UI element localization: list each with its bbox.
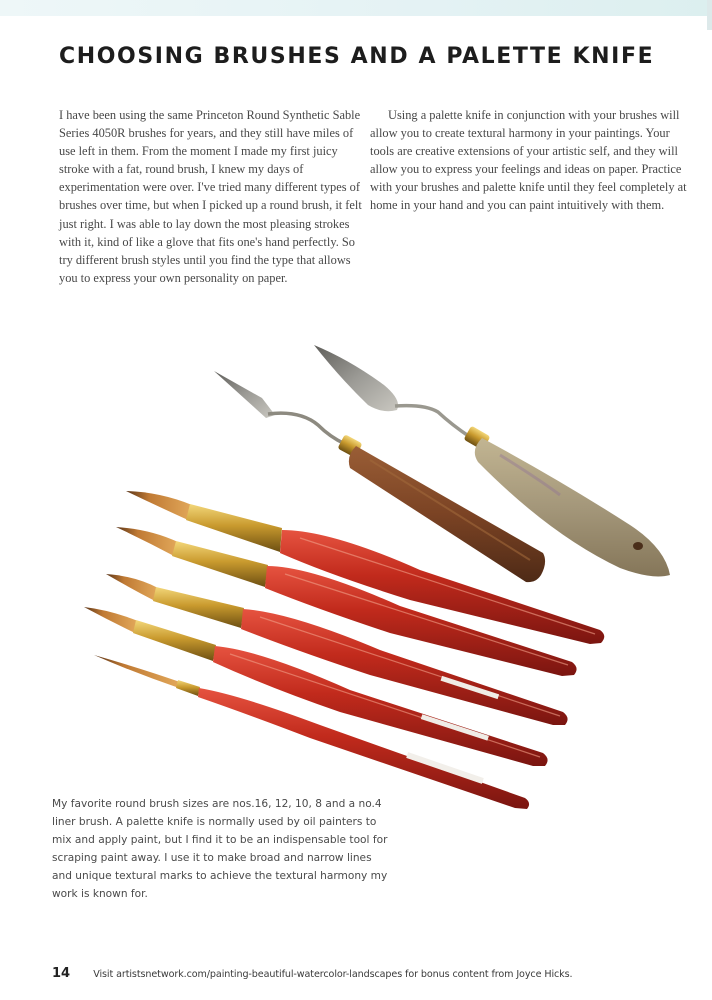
scan-top-edge xyxy=(0,0,712,16)
body-left-column: I have been using the same Princeton Round Synthetic Sable Series 4050R brushes for years, and they still have miles of use left in them. From the moment I made my first juicy stroke with a fat, round brush, I knew my days of experimentation were over. I've tried many different types of brushes over time, but when I picked up a round brush, it felt just right. I was able to lay down the most pleasing strokes with it, kind of like a glove that fits one's hand perfectly. So try different brush styles until you find the type that allows you to express your own personality on paper. xyxy=(59,108,362,285)
figure-caption: My favorite round brush sizes are nos.16, 12, 10, 8 and a no.4 liner brush. A palette knife is normally used by oil painters to mix and apply paint, but I find it to be an indispensable tool for scraping paint away. I use it to make broad and narrow lines and unique textural marks to achieve the textural harmony my work is known for. xyxy=(52,798,388,901)
knife-blade-large xyxy=(314,345,398,411)
scan-right-edge xyxy=(707,0,712,30)
page-title: CHOOSING BRUSHES AND A PALETTE KNIFE xyxy=(59,44,655,69)
page-footer xyxy=(52,962,573,981)
footer-link-text[interactable]: Visit artistsnetwork.com/painting-beautiful-watercolor-landscapes for bonus content from Joyce Hicks. xyxy=(93,969,573,980)
brushes-and-knives-photo xyxy=(0,330,712,820)
body-right-text: Using a palette knife in conjunction with your brushes will allow you to create textural harmony in your paintings. Your tools are creative extensions of your artistic self, and they will allow you to express your feelings and ideas on paper. Practice with your brushes and palette knife until they feel completely at home in your hand and you can paint intuitively with them. xyxy=(370,108,687,213)
knife-hanging-hole xyxy=(633,542,643,550)
knife-blade-small xyxy=(214,371,275,418)
body-right-column xyxy=(370,106,688,215)
page-number: 14 xyxy=(52,966,71,981)
